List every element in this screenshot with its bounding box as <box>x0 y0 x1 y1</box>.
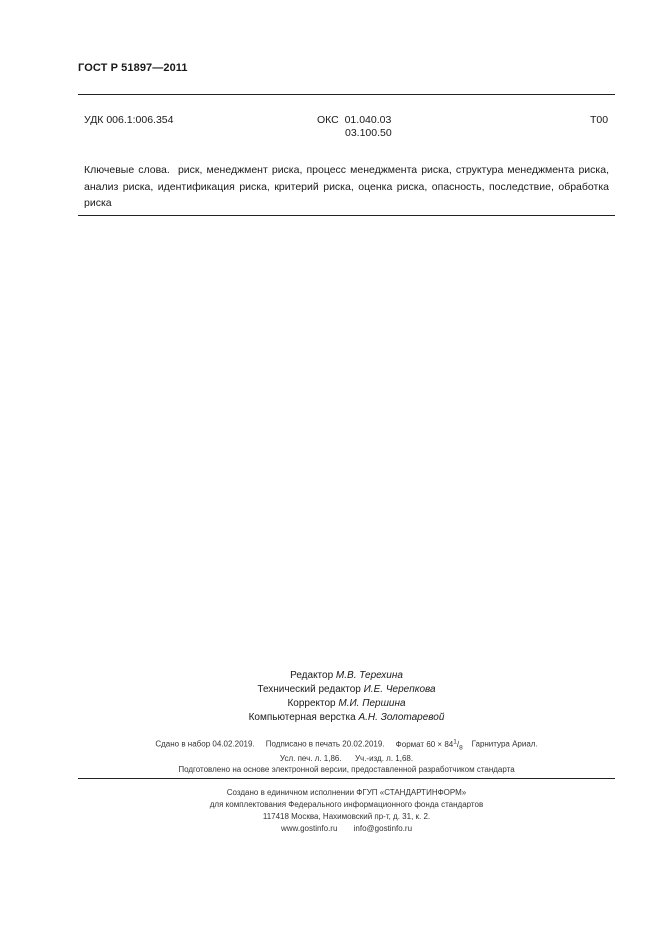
print-info-row-1 <box>78 736 615 753</box>
oks-code-1: 01.040.03 <box>344 114 392 126</box>
typeface: Гарнитура Ариал. <box>471 739 538 749</box>
tech-editor-name: И.Е. Черепкова <box>363 684 436 695</box>
credits-block <box>78 669 615 725</box>
keywords-text: риск, менеджмент риска, процесс менеджмента риска, структура менеджмента риска, анализ риска, идентификация риска, критерий риска, оценка риска, опасность, последствие, обработка риска <box>84 164 609 209</box>
editor-role: Редактор <box>290 670 334 681</box>
layout-line <box>78 711 615 725</box>
standard-code: ГОСТ Р 51897—2011 <box>78 62 188 74</box>
layout-name: А.Н. Золотаревой <box>358 712 445 723</box>
publisher-website[interactable]: www.gostinfo.ru <box>280 824 338 833</box>
publisher-address: 117418 Москва, Нахимовский пр-т, д. 31, к. 2. <box>262 812 431 821</box>
group-code: Т00 <box>590 114 609 126</box>
print-info-block <box>78 736 615 775</box>
keywords-paragraph <box>84 162 609 212</box>
publisher-divider <box>78 778 615 779</box>
oks-code-2: 03.100.50 <box>345 127 392 139</box>
publisher-contacts <box>78 823 615 835</box>
oks-codes <box>317 114 392 140</box>
udc-code: УДК 006.1:006.354 <box>84 114 174 126</box>
paper-format: Формат $60 \times 84^1/_8$ <box>395 738 463 752</box>
print-sheets: Усл. печ. л. 1,86. <box>279 754 342 764</box>
keywords-label: Ключевые слова. <box>84 164 170 176</box>
signed-date: Подписано в печать 20.02.2019. <box>265 739 385 749</box>
oks-label: ОКС <box>317 114 339 126</box>
proofreader-name: М.И. Першина <box>338 698 406 709</box>
publisher-line-2: для комплектования Федерального информационного фонда стандартов <box>209 800 484 809</box>
proofreader-role: Корректор <box>287 698 336 709</box>
print-info-row-2 <box>78 753 615 764</box>
tech-editor-line <box>78 683 615 697</box>
editor-name: М.В. Терехина <box>335 670 403 681</box>
proofreader-line <box>78 697 615 711</box>
keywords-divider <box>78 215 615 216</box>
publ-sheets: Уч.-изд. л. 1,68. <box>354 754 414 764</box>
top-divider <box>78 94 615 95</box>
tech-editor-role: Технический редактор <box>257 684 361 695</box>
publisher-email[interactable]: info@gostinfo.ru <box>353 824 413 833</box>
submitted-date: Сдано в набор 04.02.2019. <box>155 739 255 749</box>
prepared-note: Подготовлено на основе электронной версии, предоставленной разработчиком стандарта <box>178 765 515 775</box>
layout-role: Компьютерная верстка <box>248 712 356 723</box>
editor-line <box>78 669 615 683</box>
publisher-line-1: Создано в единичном исполнении ФГУП «СТАНДАРТИНФОРМ» <box>226 788 467 797</box>
publisher-block <box>78 787 615 835</box>
